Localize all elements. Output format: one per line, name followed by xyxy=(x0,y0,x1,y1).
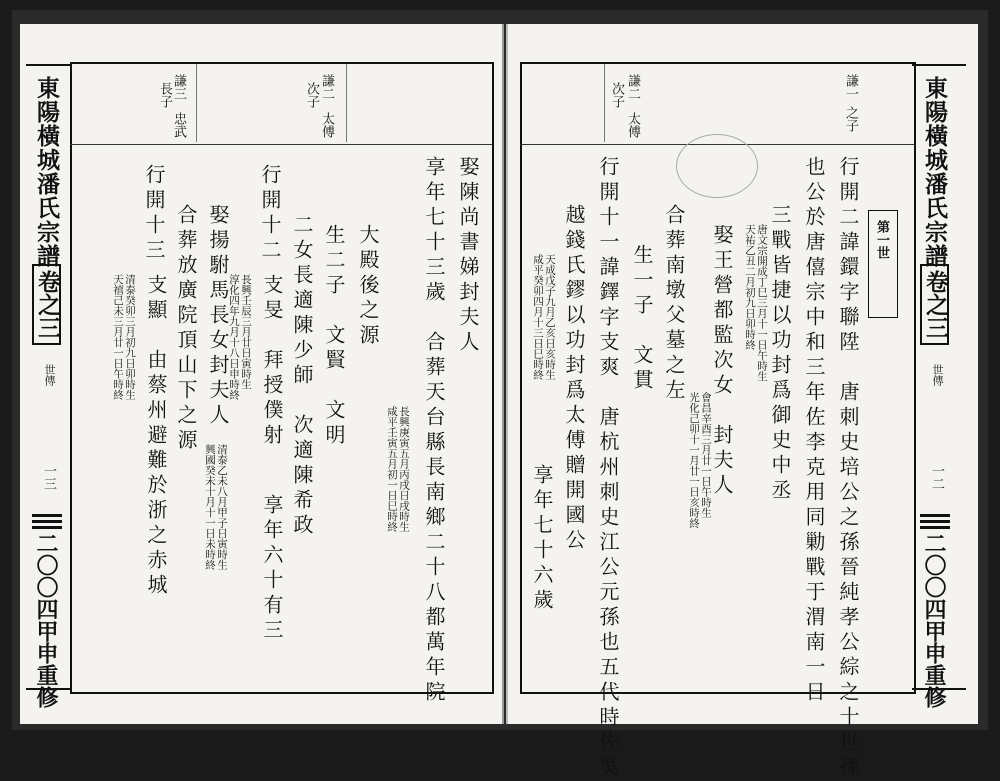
text-column: 行開十一諱鐸字支爽 唐杭州刺史江公元孫也五代時佐吳 xyxy=(596,156,620,781)
text-column: 享年七十三歲 合葬天台縣長南鄉二十八都萬年院 xyxy=(422,156,446,706)
date-note: 唐文宗開成丁巳三月十一日午時生 xyxy=(756,224,769,382)
date-note: 咸平壬寅五月初一日巳時終 xyxy=(386,406,399,532)
ancestor-title: 太傅 xyxy=(319,112,334,138)
generation-label: 第一世 xyxy=(874,220,889,259)
right-page xyxy=(506,24,978,781)
book-title: 東陽橫城潘氏宗譜 xyxy=(33,76,59,268)
text-column: 合葬南墩父墓之左 xyxy=(662,204,686,404)
text-column: 行開二諱鐶字聯陞 唐刺史培公之孫晉純孝公綜之十世孫 xyxy=(836,156,860,781)
text-column: 支旻 拜授僕射 xyxy=(260,274,284,449)
text-column: 生一子 文貫 xyxy=(630,244,654,394)
section-label: 世傳 xyxy=(43,364,56,386)
book-title: 東陽橫城潘氏宗譜 xyxy=(921,76,947,268)
date-note: 淳化四年九月十八日申時終 xyxy=(228,274,241,400)
text-column: 享年六十有三 xyxy=(260,494,284,644)
volume-label: 卷之三 xyxy=(32,264,61,345)
column-divider xyxy=(196,64,197,142)
section-label: 世傳 xyxy=(931,364,944,386)
library-stamp xyxy=(676,134,758,198)
text-column: 合葬放廣院頂山下之源 xyxy=(174,204,198,454)
text-column: 行開十三 xyxy=(142,164,166,264)
text-column: 行開十二 xyxy=(258,164,282,264)
text-column: 二女長適陳少師 次適陳希政 xyxy=(290,214,314,539)
edition-label: 二〇〇四甲申重修 xyxy=(33,532,58,708)
volume-label: 卷之三 xyxy=(920,264,949,345)
text-column: 大殿後之源 xyxy=(356,224,380,349)
text-column: 享年七十六歲 xyxy=(530,464,554,614)
relation-sub: 長子 xyxy=(157,82,172,108)
date-note: 會昌辛酉三月廿一日午時生 xyxy=(700,392,713,518)
date-note: 清泰癸卯三月初九日卯時生 xyxy=(124,274,137,400)
date-note: 天祐乙丑二月初九日卯時終 xyxy=(744,224,757,350)
left-page-rule xyxy=(26,64,72,66)
text-column: 也公於唐僖宗中和三年佐李克用同勦戰于渭南一日 xyxy=(802,156,826,706)
date-note: 清泰乙未八月甲子日寅時生 xyxy=(216,444,229,570)
date-note: 長興壬辰三月廿日寅時生 xyxy=(240,274,253,390)
text-column: 娶王營都監次女 封夫人 xyxy=(710,224,734,499)
right-page-rule xyxy=(912,64,966,66)
relation-sub: 之子 xyxy=(843,106,858,132)
text-column: 三戰皆捷以功封爲御史中丞 xyxy=(768,204,792,504)
relation-sub: 次子 xyxy=(304,82,319,108)
left-header-rule xyxy=(70,144,492,145)
date-note: 天禧己未三月廿一日午時終 xyxy=(112,274,125,400)
date-note: 天成戊子九月乙亥日亥時生 xyxy=(544,254,557,380)
relation-label: 謙二 xyxy=(319,74,334,100)
ancestor-title: 忠武 xyxy=(171,112,186,138)
relation-label: 謙三 xyxy=(171,74,186,100)
edition-bars xyxy=(32,514,62,532)
relation-label: 謙一 xyxy=(843,74,858,100)
text-column: 娶陳尚書娣封夫人 xyxy=(456,156,480,356)
text-column: 生二子 文賢 文明 xyxy=(322,224,346,449)
text-column: 娶揚駙馬長女封夫人 xyxy=(206,204,230,429)
column-divider xyxy=(346,64,347,142)
edition-label: 二〇〇四甲申重修 xyxy=(921,532,946,708)
book-spread xyxy=(12,10,988,781)
date-note: 咸平癸卯四月十三日巳時終 xyxy=(532,254,545,380)
page-number: 一三 xyxy=(41,464,56,490)
relation-sub: 次子 xyxy=(609,82,624,108)
ancestor-title: 太傅 xyxy=(625,112,640,138)
edition-bars xyxy=(920,514,950,532)
text-column: 越錢氏鏐以功封爲太傅贈開國公 xyxy=(562,204,586,554)
page-number: 一二 xyxy=(929,464,944,490)
date-note: 長興庚寅五月丙戌日戌時生 xyxy=(398,406,411,532)
date-note: 興國癸未十月十一日未時終 xyxy=(204,444,217,570)
relation-label: 謙二 xyxy=(625,74,640,100)
column-divider xyxy=(604,64,605,142)
left-page xyxy=(20,24,504,724)
text-column: 支顯 由蔡州避難於浙之赤城 xyxy=(144,274,168,599)
date-note: 光化己卯十一月廿一日亥時終 xyxy=(688,392,701,529)
